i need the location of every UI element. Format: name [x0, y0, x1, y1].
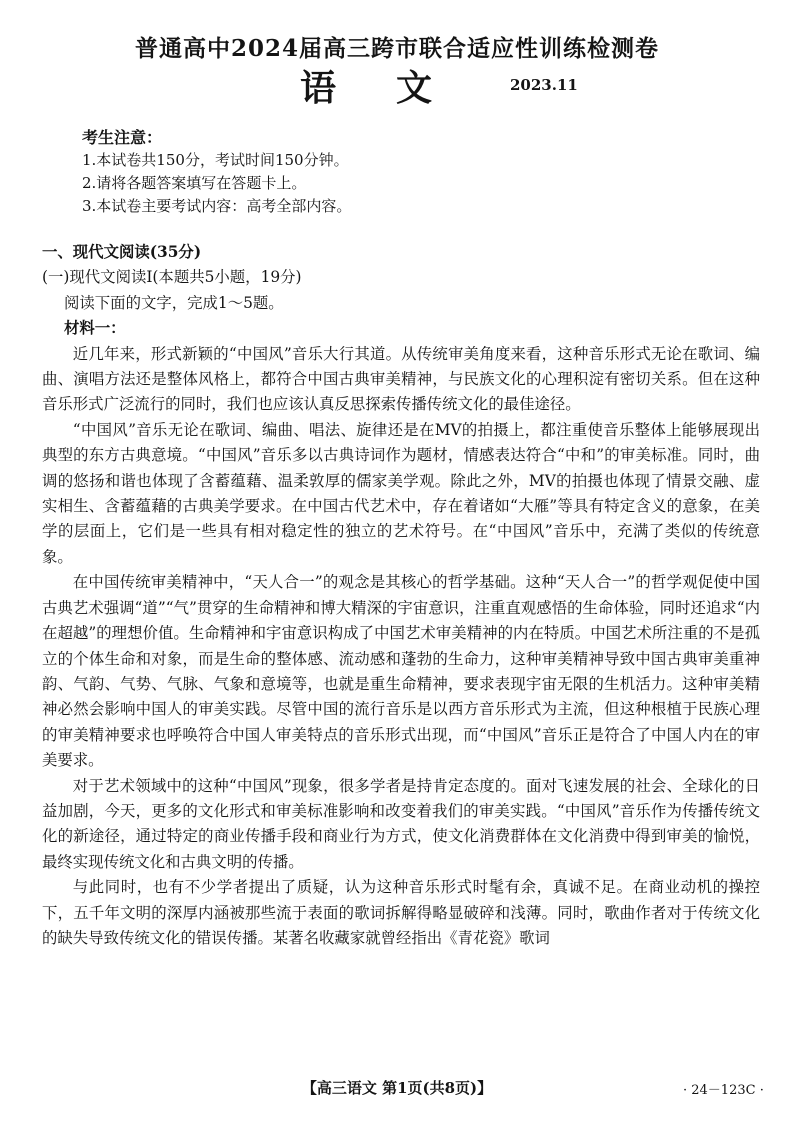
reading-instruction: 阅读下面的文字，完成1～5题。 [64, 293, 284, 312]
exam-title: 普通高中2024届高三跨市联合适应性训练检测卷 [134, 35, 659, 62]
candidate-notice [82, 126, 722, 218]
paragraph: 对于艺术领域中的这种“中国风”现象，很多学者是持肯定态度的。面对飞速发展的社会、全球化的日益加剧，今天，更多的文化形式和审美标准影响和改变着我们的审美实践。“中国风”音乐作为传播传统文化的新途径，通过特定的商业传播手段和商业行为方式，使文化消费群体在文化消费中得到审美的愉悦，最终实现传统文化和古典文明的传播。 [42, 776, 760, 871]
notice-heading: 考生注意： [82, 128, 163, 147]
section-heading: 一、现代文阅读(35分) [42, 243, 202, 261]
paragraph: 与此同时，也有不少学者提出了质疑，认为这种音乐形式时髦有余，真诚不足。在商业动机的操控下，五千年文明的深厚内涵被那些流于表面的歌词拆解得略显破碎和浅薄。同时，歌曲作者对于传统文化的缺失导致传统文化的错误传播。某著名收藏家就曾经指出《青花瓷》歌词 [42, 878, 760, 947]
section-subheading: (一)现代文阅读Ⅰ(本题共5小题，19分) [42, 268, 302, 287]
paragraph: “中国风”音乐无论在歌词、编曲、唱法、旋律还是在MV的拍摄上，都注重使音乐整体上能够展现出典型的东方古典意境。“中国风”音乐多以古典诗词作为题材，情感表达符合“中和”的审美标准。同时，曲调的悠扬和谐也体现了含蓄蕴藉、温柔敦厚的儒家美学观。除此之外，MV的拍摄也体现了情景交融、虚实相生、含蓄蕴藉的古典美学要求。在中国古代艺术中，存在着诸如“大雁”等具有特定含义的意象，在美学的层面上，它们是一些具有相对稳定性的独立的艺术符号。在“中国风”音乐中，充满了类似的传统意象。 [42, 420, 760, 566]
paragraph: 在中国传统审美精神中，“天人合一”的观念是其核心的哲学基础。这种“天人合一”的哲学观促使中国古典艺术强调“道”“气”贯穿的生命精神和博大精深的宇宙意识，注重直观感悟的生命体验，同时还追求“内在超越”的理想价值。生命精神和宇宙意识构成了中国艺术审美精神的内在特质。中国艺术所注重的不是孤立的个体生命和对象，而是生命的整体感、流动感和蓬勃的生命力，这种审美精神导致中国古典审美重神韵、气韵、气势、气脉、气象和意境等，也就是重生命精神，要求表现宇宙无限的生机活力。这种审美精神必然会影响中国人的审美实践。尽管中国的流行音乐是以西方音乐形式为主流，但这种根植于民族心理的审美精神要求也呼唤符合中国人审美特点的音乐形式出现，而“中国风”音乐正是符合了中国人内在的审美要求。 [42, 573, 760, 770]
notice-item: 2.请将各题答案填写在答题卡上。 [82, 174, 307, 192]
material-label: 材料一： [64, 319, 126, 338]
exam-date: 2023.11 [510, 76, 578, 94]
notice-item: 3.本试卷主要考试内容：高考全部内容。 [82, 197, 352, 215]
subject-title: 语文 [300, 67, 493, 109]
notice-item: 1.本试卷共150分，考试时间150分钟。 [82, 151, 349, 169]
page-footer-label: 【高三语文 第1页(共8页)】 [301, 1079, 493, 1097]
exam-code: · 24－123C · [683, 1083, 764, 1098]
reading-section [42, 240, 760, 951]
paragraph: 近几年来，形式新颖的“中国风”音乐大行其道。从传统审美角度来看，这种音乐形式无论在歌词、编曲、演唱方法还是整体风格上，都符合中国古典审美精神，与民族文化的心理积淀有密切关系。但在这种音乐形式广泛流行的同时，我们也应该认真反思探索传播传统文化的最佳途径。 [42, 344, 760, 414]
